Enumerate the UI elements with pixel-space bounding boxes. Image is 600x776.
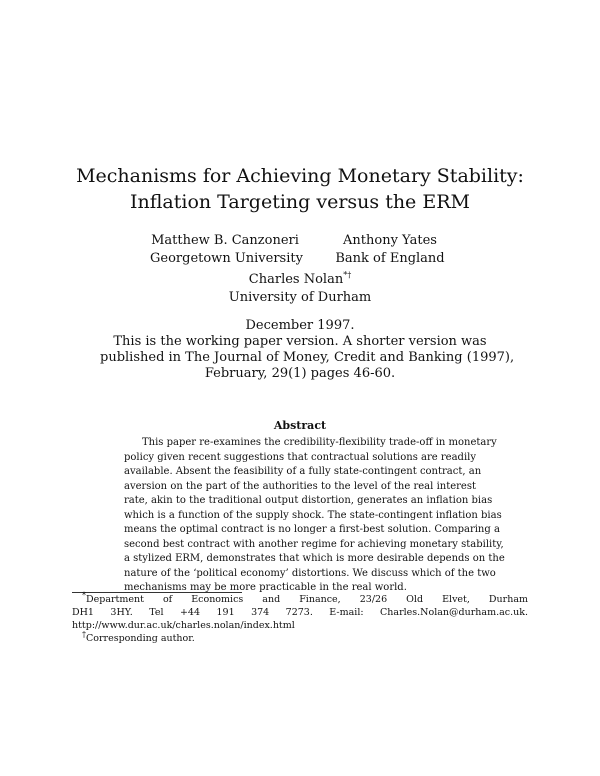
footnote-star-text: Department of Economics and Finance, 23/26 Old Elvet, Durham [86,594,528,605]
paper-date: December 1997. [245,318,355,333]
author-affiliation: Georgetown University [150,251,303,266]
date-and-version-note [100,318,515,382]
abstract-line: rate, akin to the traditional output distortion, generates an inflation bias [124,495,493,506]
abstract-line: mechanisms may be more practicable in the real world. [124,582,407,593]
title-line-2: Inflation Targeting versus the ERM [130,191,470,213]
abstract-line: which is a function of the supply shock. The state-contingent inflation bias [124,509,502,521]
footnote-star-line-1 [72,590,528,606]
author-block-yates [330,232,450,268]
abstract-body [124,436,505,596]
footnote-star-line-2: DH1 3HY. Tel +44 191 374 7273. E-mail: Charles.Nolan@durham.ac.uk. [72,607,528,618]
author-name-line [200,271,400,289]
abstract-line: available. Absent the feasibility of a fully state-contingent contract, an [124,466,482,477]
author-name: Charles Nolan [248,272,344,287]
version-note-line-3: February, 29(1) pages 46-60. [204,366,396,381]
abstract-line: a stylized ERM, demonstrates that which is more desirable depends on the [124,553,505,564]
footnote-url[interactable]: http://www.dur.ac.uk/charles.nolan/index.html [72,620,295,631]
abstract-line: means the optimal contract is no longer a first-best solution. Comparing a [124,524,500,535]
author-name: Anthony Yates [343,233,437,248]
version-note-line-1: This is the working paper version. A shorter version was [113,334,487,349]
footnote-dagger [72,629,528,645]
author-block-nolan [200,271,400,307]
footnote-marks: *† [343,270,352,280]
paper-title [0,163,600,215]
abstract-line: This paper re-examines the credibility-flexibility trade-off in monetary [142,437,497,448]
footnote-dagger-mark: † [82,629,86,639]
abstract-line: policy given recent suggestions that contractual solutions are readily [124,451,476,463]
footnote-dagger-text: Corresponding author. [86,633,195,644]
author-affiliation: University of Durham [228,290,372,305]
abstract-line: nature of the ‘political economy’ distortions. We discuss which of the two [124,567,496,579]
title-line-1: Mechanisms for Achieving Monetary Stability: [76,165,524,187]
abstract-line: aversion on the part of the authorities to the level of the real interest [124,480,476,492]
version-note-line-2: published in The Journal of Money, Credit and Banking (1997), [100,350,515,365]
abstract-heading: Abstract [273,419,327,432]
footnote-star-mark: * [82,590,86,600]
footnotes [72,590,528,645]
abstract-line: second best contract with another regime for achieving monetary stability, [124,538,504,550]
author-block-canzoneri [150,232,303,268]
author-name: Matthew B. Canzoneri [151,233,299,248]
author-affiliation: Bank of England [335,251,445,266]
